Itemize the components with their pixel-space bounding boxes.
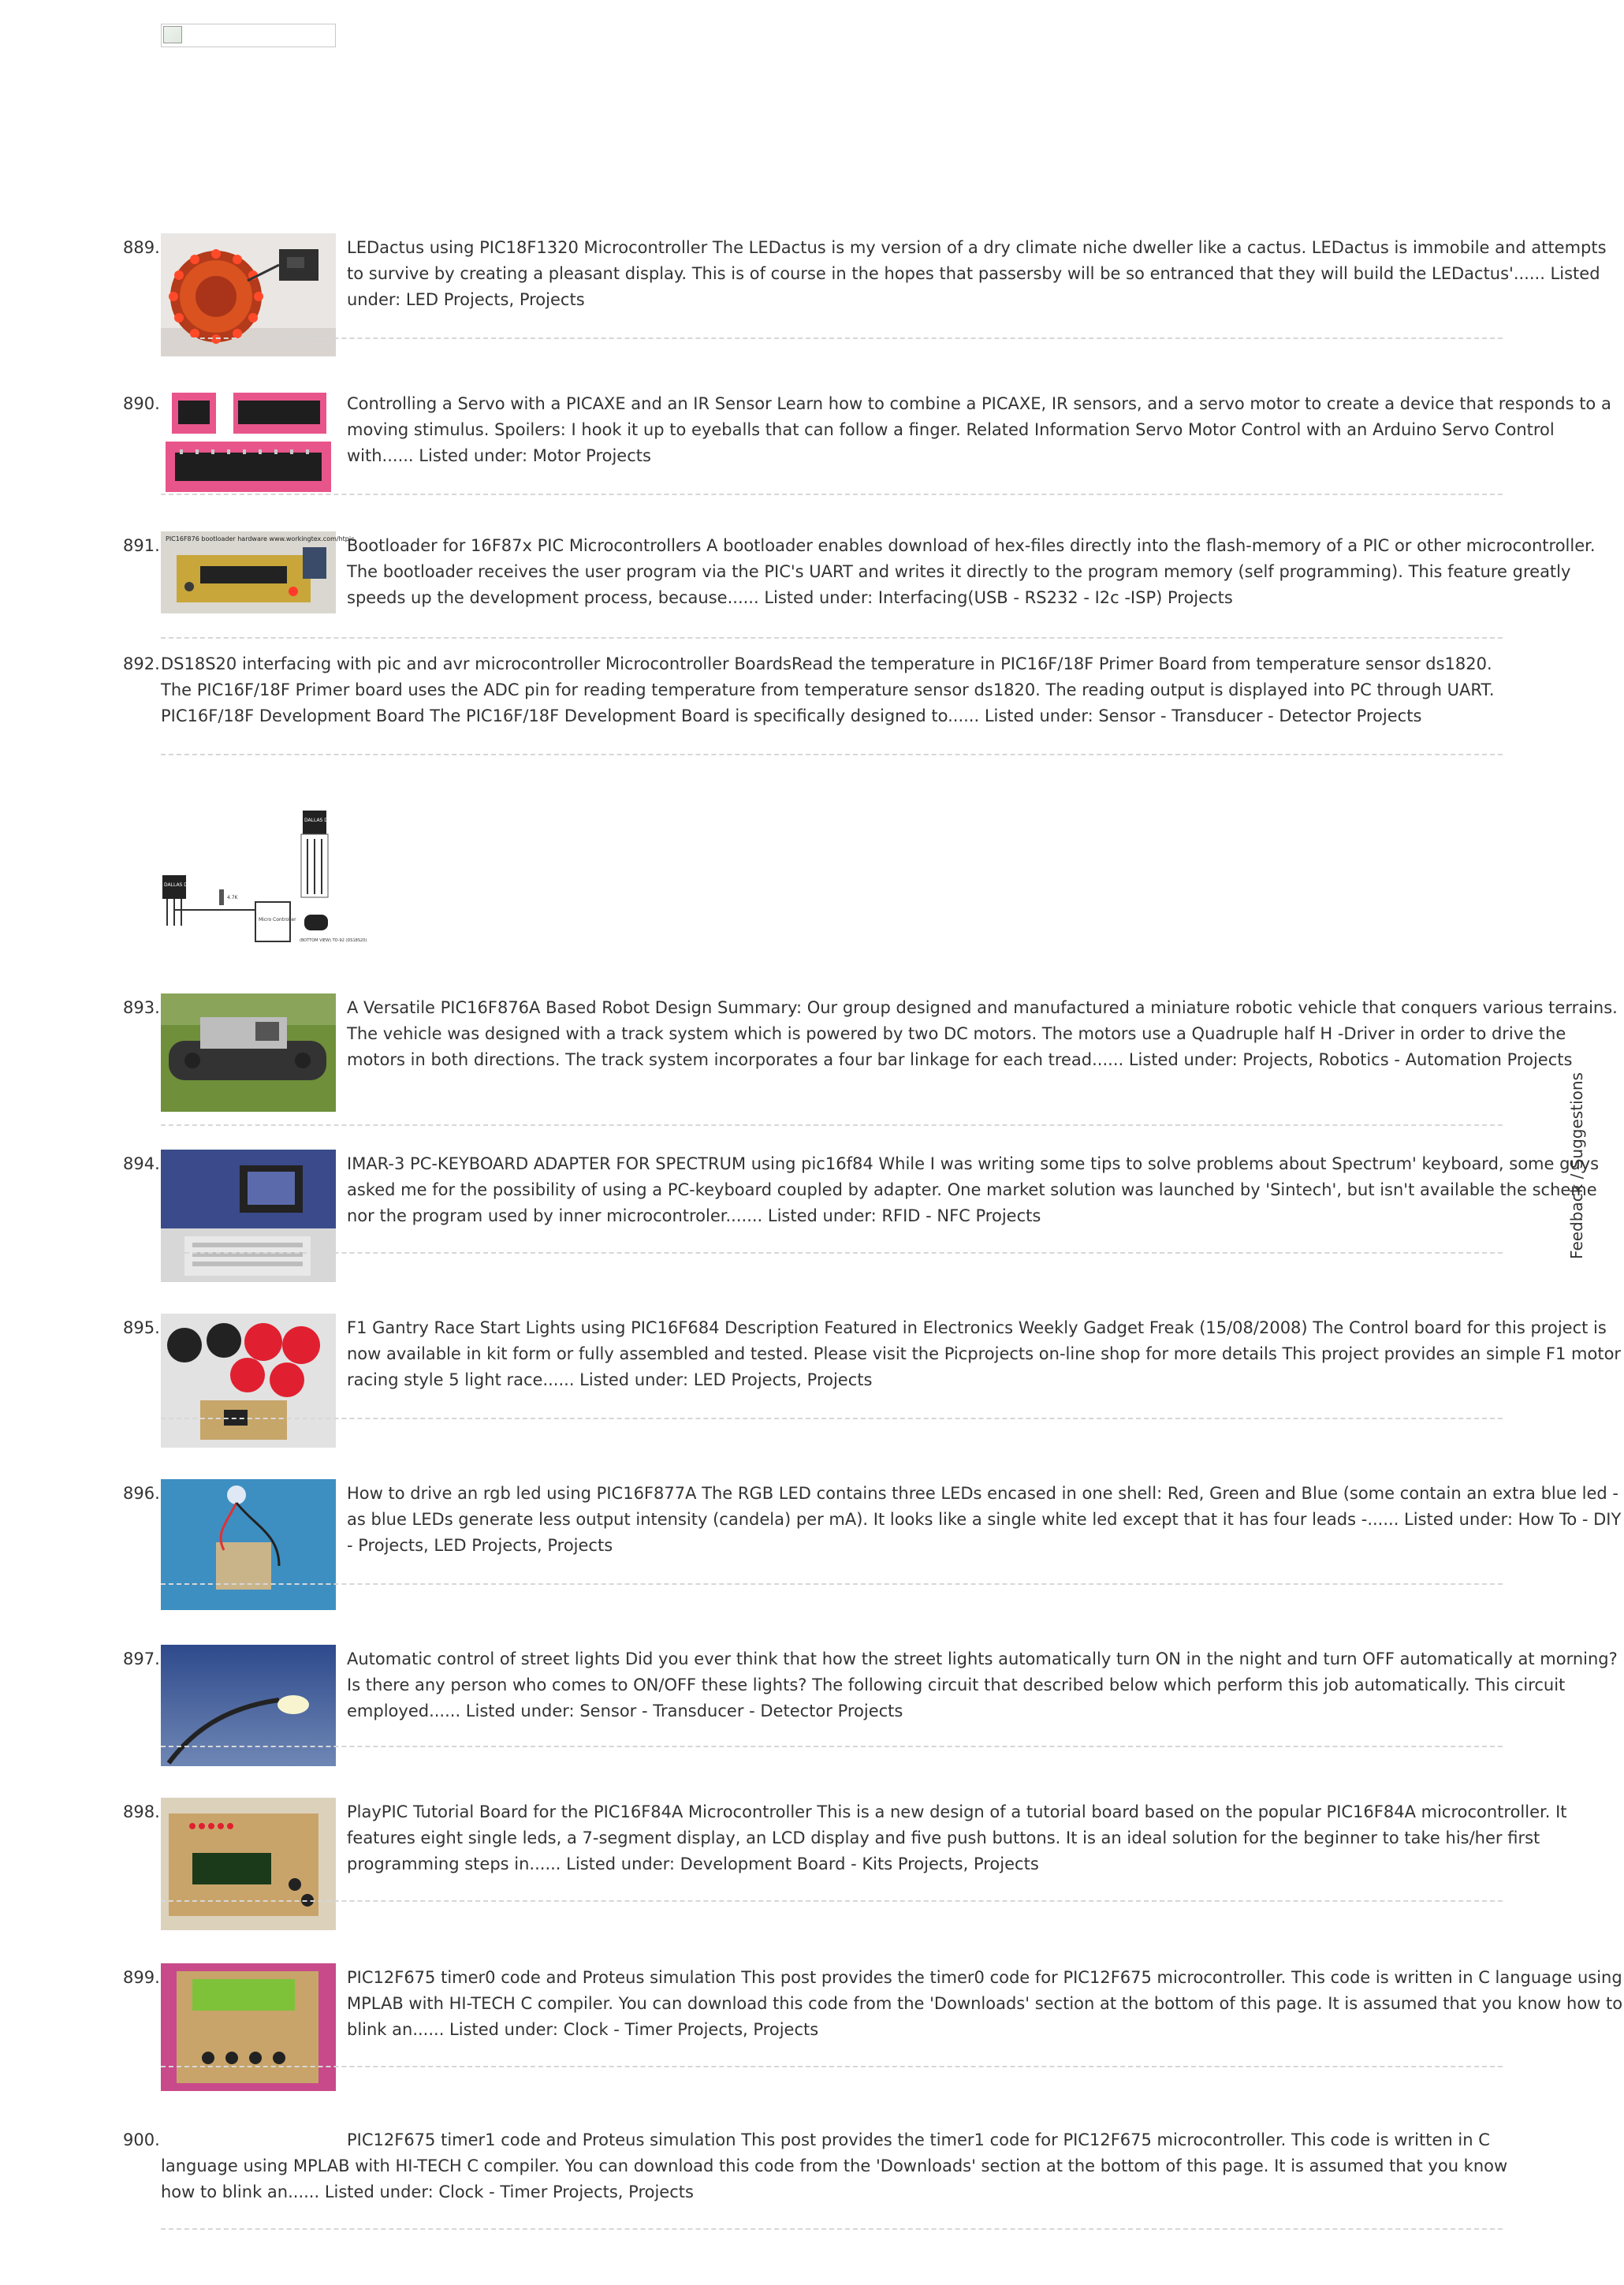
divider — [161, 494, 1503, 495]
project-description[interactable]: Automatic control of street lights Did you ever think that how the street lights automatically turn ON in the night and turn OFF automatically at morning? Is there any person who comes to ON/OFF these lights? The following circuit that described below which perform this job automatically. This circuit employed...... Listed under: Sensor - Transducer - Detector Projects — [347, 1649, 1618, 1720]
divider — [161, 2228, 1503, 2230]
project-thumbnail[interactable] — [161, 390, 336, 495]
svg-text:PIC16F876 bootloader hardware: PIC16F876 bootloader hardware www.workingtex.com/htpic — [166, 535, 355, 542]
item-number: 889. — [123, 238, 160, 257]
item-number: 892. — [123, 654, 160, 673]
item-number: 900. — [123, 2130, 160, 2149]
divider — [161, 1746, 1503, 1747]
project-thumbnail[interactable] — [161, 1479, 336, 1610]
divider — [161, 1583, 1503, 1585]
project-thumbnail[interactable] — [161, 531, 355, 613]
divider — [161, 1418, 1503, 1419]
item-number: 893. — [123, 998, 160, 1017]
project-description[interactable]: Controlling a Servo with a PICAXE and an IR Sensor Learn how to combine a PICAXE, IR sensors, and a servo motor to create a device that responds to a moving stimulus. Spoilers: I hook it up to eyeballs that can follow a finger. Related Information Servo Motor Control with an Arduino Servo Control with...... Listed under: Motor Projects — [347, 394, 1611, 465]
item-number: 891. — [123, 536, 160, 555]
divider — [161, 2066, 1503, 2067]
project-description[interactable]: PIC12F675 timer1 code and Proteus simulation This post provides the timer1 code for PIC12F675 microcontroller. This code is written in C language using MPLAB with HI-TECH C compiler. You can download this code from the 'Downloads' section at the bottom of this page. It is assumed that you know how to blink an...... Listed under: Clock - Timer Projects, Projects — [161, 2130, 1508, 2201]
item-number: 897. — [123, 1649, 160, 1668]
divider — [161, 1900, 1503, 1902]
item-number: 896. — [123, 1484, 160, 1503]
project-description[interactable]: PIC12F675 timer0 code and Proteus simulation This post provides the timer0 code for PIC12F675 microcontroller. This code is written in C language using MPLAB with HI-TECH C compiler. You can download this code from the 'Downloads' section at the bottom of this page. It is assumed that you know how to blink an...... Listed under: Clock - Timer Projects, Projects — [347, 1968, 1623, 2039]
item-number: 895. — [123, 1318, 160, 1337]
divider — [161, 754, 1503, 755]
svg-text:DALLAS DS18B20: DALLAS DS18B20 — [304, 818, 347, 823]
project-thumbnail[interactable] — [161, 1645, 336, 1766]
project-thumbnail[interactable] — [161, 1798, 336, 1930]
divider — [161, 1124, 1503, 1126]
svg-text:Micro Controller: Micro Controller — [259, 917, 296, 923]
project-description[interactable]: A Versatile PIC16F876A Based Robot Design Summary: Our group designed and manufactured a miniature robotic vehicle that conquers various terrains. The vehicle was designed with a track system which is powered by two DC motors. The motors use a Quadruple half H -Driver in order to drive the motors in both directions. The track system incorporates a four bar linkage for each tread...... Listed under: Projects, Robotics - Automation Projects — [347, 998, 1618, 1069]
item-number: 894. — [123, 1154, 160, 1173]
svg-text:(BOTTOM VIEW) TO-92 (DS18S20): (BOTTOM VIEW) TO-92 (DS18S20) — [300, 938, 367, 943]
divider — [161, 337, 1503, 339]
project-thumbnail[interactable] — [161, 807, 367, 962]
project-description[interactable]: F1 Gantry Race Start Lights using PIC16F684 Description Featured in Electronics Weekly Gadget Freak (15/08/2008) The Control board for this project is now available in kit form or fully assembled and tested. Please visit the Picprojects on-line shop for more details This project provides an simple F1 motor racing style 5 light race...... Listed under: LED Projects, Projects — [347, 1318, 1622, 1389]
item-number: 890. — [123, 394, 160, 413]
project-description[interactable]: How to drive an rgb led using PIC16F877A The RGB LED contains three LEDs encased in one shell: Red, Green and Blue (some contain an extra blue led - as blue LEDs generate less output intensity (candela) per mA). It looks like a single white led except that it has four leads -...... Listed under: How To - DIY - Projects, LED Projects, Projects — [347, 1484, 1622, 1555]
banner-ad-space — [161, 55, 1501, 197]
project-description[interactable]: Bootloader for 16F87x PIC Microcontrollers A bootloader enables download of hex-files directly into the flash-memory of a PIC or other microcontroller. The bootloader receives the user program via the PIC's UART and writes it directly to the program memory (self programming). This feature greatly speeds up the development process, because...... Listed under: Interfacing(USB - RS232 - I2c -ISP) Projects — [347, 536, 1596, 607]
project-description[interactable]: DS18S20 interfacing with pic and avr microcontroller Microcontroller BoardsRead the temperature in PIC16F/18F Primer Board from temperature sensor ds1820. The PIC16F/18F Primer board uses the ADC pin for reading temperature from temperature sensor ds1820. The reading output is displayed into PC through UART. PIC16F/18F Development Board The PIC16F/18F Development Board is specifically designed to...... Listed under: Sensor - Transducer - Detector Projects — [161, 654, 1495, 725]
item-number: 899. — [123, 1968, 160, 1987]
project-thumbnail[interactable] — [161, 1150, 336, 1282]
item-number: 898. — [123, 1802, 160, 1821]
feedback-suggestions-tab[interactable]: Feedback / Suggestions — [1566, 1072, 1586, 1259]
project-description[interactable]: IMAR-3 PC-KEYBOARD ADAPTER FOR SPECTRUM using pic16f84 While I was writing some tips to solve problems about Spectrum' keyboard, some guys asked me for the possibility of using a PC-keyboard coupled by adapter. One market solution was launched by 'Sintech', but isn't available the scheme nor the program used by inner microcontroler....... Listed under: RFID - NFC Projects — [347, 1154, 1600, 1225]
project-description[interactable]: LEDactus using PIC18F1320 Microcontroller The LEDactus is my version of a dry climate niche dweller like a cactus. LEDactus is immobile and attempts to survive by creating a pleasant display. This is of course in the hopes that passersby will be so entranced that they will build the LEDactus'...... Listed under: LED Projects, Projects — [347, 238, 1607, 309]
project-description[interactable]: PlayPIC Tutorial Board for the PIC16F84A Microcontroller This is a new design of a tutorial board based on the popular PIC16F84A microcontroller. It features eight single leds, a 7-segment display, an LCD display and five push buttons. It is an ideal solution for the beginner to take his/her first programming steps in...... Listed under: Development Board - Kits Projects, Projects — [347, 1802, 1567, 1873]
svg-text:4.7K: 4.7K — [227, 895, 238, 900]
project-thumbnail[interactable] — [161, 1963, 336, 2091]
project-thumbnail[interactable] — [161, 1314, 336, 1448]
project-thumbnail[interactable] — [161, 993, 336, 1112]
broken-image-icon — [163, 26, 182, 43]
svg-text:DALLAS DS18B20: DALLAS DS18B20 — [164, 882, 207, 888]
divider — [161, 1252, 1503, 1254]
divider — [161, 637, 1503, 639]
site-logo-image[interactable] — [161, 24, 336, 47]
